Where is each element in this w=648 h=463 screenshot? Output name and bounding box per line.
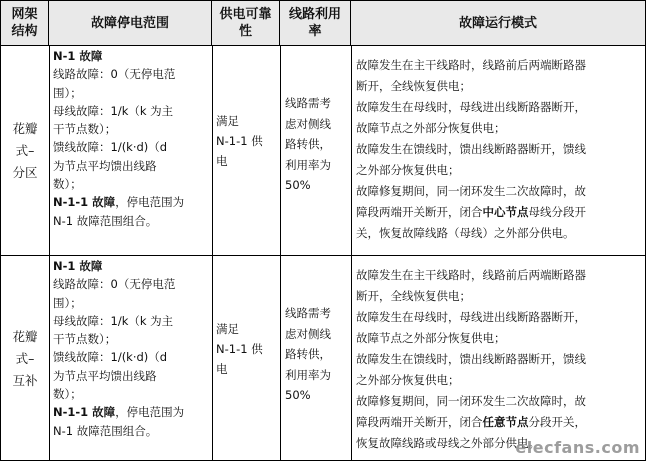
structure-line: 花瓣 — [12, 328, 38, 344]
utilization-line: 路转供， — [285, 137, 331, 151]
mode-text: 分段开关， — [528, 415, 586, 429]
header-reliability-label: 供电可靠性 — [219, 7, 272, 39]
mode-line: 故障发生在主干线路时，线路前后两端断路器 — [356, 58, 586, 72]
header-utilization — [280, 1, 351, 45]
header-structure — [1, 1, 49, 45]
scope-line — [53, 193, 211, 211]
mode-line — [356, 412, 646, 433]
scope-line: 馈线故障：1/(k·d)（d — [53, 350, 168, 365]
mode-line: 断开，全线恢复供电； — [356, 79, 471, 93]
structure-line: 互补 — [12, 372, 38, 388]
mode-line: 故障节点之外部分恢复供电； — [356, 121, 506, 135]
structure-line: 花瓣 — [12, 120, 38, 136]
scope-line: 母线故障：1/k（k 为主 — [53, 313, 174, 328]
utilization-line: 虑对侧线 — [285, 326, 331, 341]
col-divider — [49, 45, 50, 460]
col-divider — [280, 45, 281, 460]
scope-line: N-1 故障范围组合。 — [53, 423, 158, 438]
table-row-reliability — [216, 111, 280, 171]
scope-line: 为节点平均馈出线路 — [53, 368, 157, 383]
mode-line: 故障发生在馈线时，馈出线断路器断开，馈线 — [356, 142, 586, 156]
utilization-line: 利用率为 — [285, 157, 331, 172]
table-row-scope — [53, 47, 211, 230]
reliability-line: 电 — [216, 362, 228, 376]
header-utilization-label: 线路利用率 — [288, 7, 341, 39]
mode-line: 故障修复期间，同一闭环发生二次故障时，故 — [356, 394, 586, 408]
scope-line: N-1 故障 — [53, 259, 103, 273]
reliability-line: N-1-1 供 — [216, 342, 263, 356]
scope-bold-label: N-1-1 故障 — [53, 405, 116, 420]
table-row-utilization — [285, 93, 351, 196]
scope-line: 线路故障：0（无停电范 — [53, 67, 176, 82]
table-row-scope — [53, 257, 211, 440]
mode-text: 障段两端开关断开，闭合 — [356, 205, 483, 219]
utilization-line: 线路需考 — [285, 306, 331, 320]
scope-line — [53, 403, 211, 421]
utilization-line: 线路需考 — [285, 96, 331, 110]
mode-text: 母线分段开 — [528, 205, 586, 219]
scope-line: 围）； — [53, 85, 82, 100]
mode-line: 故障修复期间，同一闭环发生二次故障时，故 — [356, 184, 586, 198]
mode-line — [356, 202, 646, 223]
scope-line: 干节点数）； — [53, 332, 117, 347]
table-row-structure — [1, 256, 49, 461]
header-divider — [1, 45, 645, 46]
scope-line: 母线故障：1/k（k 为主 — [53, 103, 174, 118]
utilization-line: 虑对侧线 — [285, 116, 331, 131]
reliability-line: N-1-1 供 — [216, 134, 263, 148]
scope-suffix: ，停电范围为 — [115, 405, 185, 420]
scope-line: 数）； — [53, 387, 82, 402]
mode-line: 恢复故障线路或母线之外部分供电。 — [356, 436, 540, 450]
scope-line: 为节点平均馈出线路 — [53, 158, 157, 173]
utilization-line: 50% — [285, 388, 311, 402]
table-row-mode — [356, 55, 646, 244]
reliability-line: 电 — [216, 154, 228, 168]
scope-line: N-1 故障 — [53, 49, 103, 63]
scope-suffix: ，停电范围为 — [115, 195, 185, 210]
row-divider — [1, 255, 645, 256]
mode-bold-term: 中心节点 — [482, 205, 529, 219]
table-row-mode — [356, 265, 646, 454]
mode-line: 关，恢复故障线路（母线）之外部分供电。 — [356, 226, 575, 240]
mode-line: 断开，全线恢复供电； — [356, 289, 471, 303]
scope-line: 线路故障：0（无停电范 — [53, 277, 176, 292]
scope-line: 数）； — [53, 177, 82, 192]
scope-line: 馈线故障：1/(k·d)（d — [53, 140, 168, 155]
mode-line: 之外部分恢复供电； — [356, 373, 460, 387]
table-row-utilization — [285, 303, 351, 406]
reliability-line: 满足 — [216, 322, 239, 336]
table-row-structure — [1, 46, 49, 255]
mode-line: 故障节点之外部分恢复供电； — [356, 331, 506, 345]
header-mode-label: 故障运行模式 — [458, 15, 537, 31]
mode-text: 障段两端开关断开，闭合 — [356, 415, 483, 429]
mode-line: 之外部分恢复供电； — [356, 163, 460, 177]
col-divider — [212, 45, 213, 460]
mode-line: 故障发生在母线时，母线进出线断路器断开， — [356, 100, 586, 114]
structure-line: 式– — [15, 350, 35, 366]
mode-bold-term: 任意节点 — [482, 415, 529, 429]
header-structure-label: 网架结构 — [11, 7, 38, 39]
utilization-line: 利用率为 — [285, 367, 331, 382]
header-scope-label: 故障停电范围 — [90, 15, 169, 31]
utilization-line: 50% — [285, 178, 311, 192]
scope-line: N-1 故障范围组合。 — [53, 213, 158, 228]
utilization-line: 路转供， — [285, 347, 331, 361]
header-reliability — [212, 1, 280, 45]
scope-line: 围）； — [53, 295, 82, 310]
structure-line: 分区 — [12, 164, 38, 180]
table-row-reliability — [216, 319, 280, 379]
header-scope — [49, 1, 212, 45]
structure-line: 式– — [15, 142, 35, 158]
reliability-line: 满足 — [216, 114, 239, 128]
mode-line: 故障发生在主干线路时，线路前后两端断路器 — [356, 268, 586, 282]
watermark-logo: elecfans.com — [515, 438, 640, 457]
header-mode — [351, 1, 645, 45]
col-divider — [351, 45, 352, 460]
scope-line: 干节点数）； — [53, 122, 117, 137]
scope-bold-label: N-1-1 故障 — [53, 195, 116, 210]
mode-line: 故障发生在母线时，母线进出线断路器断开， — [356, 310, 586, 324]
mode-line: 故障发生在馈线时，馈出线断路器断开，馈线 — [356, 352, 586, 366]
